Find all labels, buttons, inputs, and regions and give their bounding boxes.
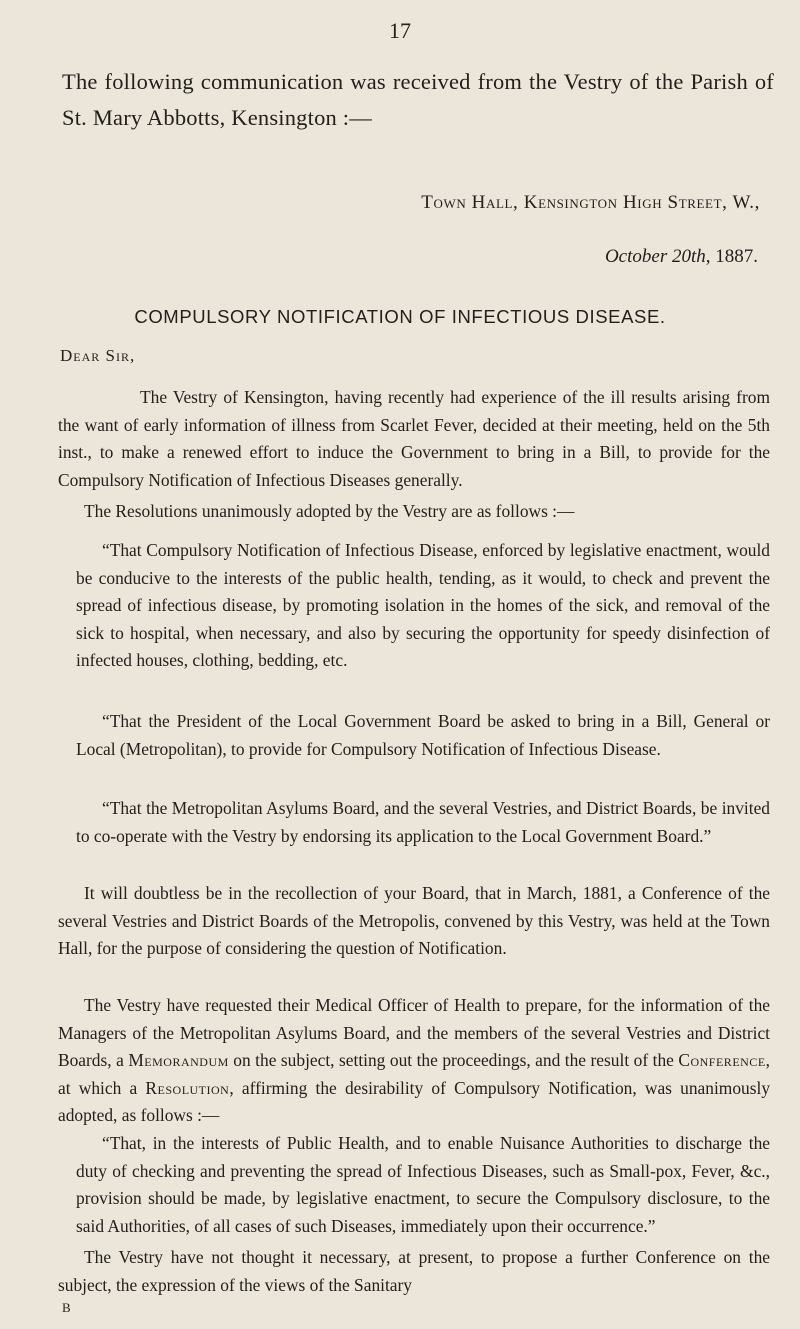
memorandum-text-b: on the subject, setting out the proceedings, and the result of the — [228, 1050, 679, 1070]
intro-text: The following communication was received from the Vestry of the Parish of St. Mary Abbotts, Kensington :— — [62, 69, 774, 130]
section-heading: COMPULSORY NOTIFICATION OF INFECTIOUS DISEASE. — [134, 306, 666, 327]
resolution-quote-4: “That, in the interests of Public Health, and to enable Nuisance Authorities to discharge the duty of checking and preventing the spread of Infectious Diseases, such as Small-pox, Fever, &c., provision should be made, by legislative enactment, to secure the Compulsory disclosure, to the said Authorities, of all cases of such Diseases, immediately upon their occurrence.” — [76, 1133, 770, 1236]
conference-term: Conference — [678, 1050, 766, 1070]
memorandum-text-c: , at which a — [58, 1050, 771, 1098]
memorandum-text-d: , affirming the desirability of Compulsory Notification, was unanimously adopted, as follows :— — [58, 1077, 771, 1125]
letter-address: Town Hall, Kensington High Street, W., — [421, 192, 760, 213]
memorandum-term: Memorandum — [128, 1050, 229, 1070]
resolution-term: Resolution — [145, 1077, 230, 1098]
paragraph-memorandum — [58, 992, 770, 1130]
paragraph-vestry-experience: The Vestry of Kensington, having recently had experience of the ill results arising from the want of early information of illness from Scarlet Fever, decided at their meeting, held on the 5th inst., to make a renewed effort to induce the Government to bring in a Bill, to provide for the Compulsory Notification of Infectious Diseases generally. — [58, 387, 770, 490]
paragraph-resolutions-intro: The Resolutions unanimously adopted by the Vestry are as follows :— — [84, 501, 575, 521]
paragraph-further-conference: The Vestry have not thought it necessary, at present, to propose a further Conference on the subject, the expression of the views of the Sanitary — [58, 1247, 770, 1295]
signature-mark: B — [62, 1300, 71, 1315]
resolution-quote-2: “That the President of the Local Government Board be asked to bring in a Bill, General or Local (Metropolitan), to provide for Compulsory Notification of Infectious Disease. — [76, 711, 770, 759]
resolution-quote-1: “That Compulsory Notification of Infectious Disease, enforced by legislative enactment, would be conducive to the interests of the public health, tending, as it would, to check and prevent the spread of infectious disease, by promoting isolation in the homes of the sick, and removal of the sick to hospital, when necessary, and also by securing the opportunity for speedy disinfection of infected houses, clothing, bedding, etc. — [76, 540, 770, 670]
paragraph-conference-1881: It will doubtless be in the recollection of your Board, that in March, 1881, a Conference of the several Vestries and District Boards of the Metropolis, convened by this Vestry, was held at the Town Hall, for the purpose of considering the question of Notification. — [58, 883, 770, 958]
resolution-quote-3: “That the Metropolitan Asylums Board, and the several Vestries, and District Boards, be invited to co-operate with the Vestry by endorsing its application to the Local Government Board.” — [76, 798, 770, 846]
memorandum-text-a: The Vestry have requested their Medical Officer of Health to prepare, for the information of the Managers of the Metropolitan Asylums Board, and the members of the several Vestries and District Boards, a — [58, 995, 770, 1070]
letter-date — [605, 246, 758, 268]
salutation: Dear Sir, — [60, 346, 136, 365]
date-month-day: October 20th — [604, 246, 706, 267]
page-number: 17 — [389, 18, 411, 43]
date-year: , 1887. — [705, 246, 758, 267]
